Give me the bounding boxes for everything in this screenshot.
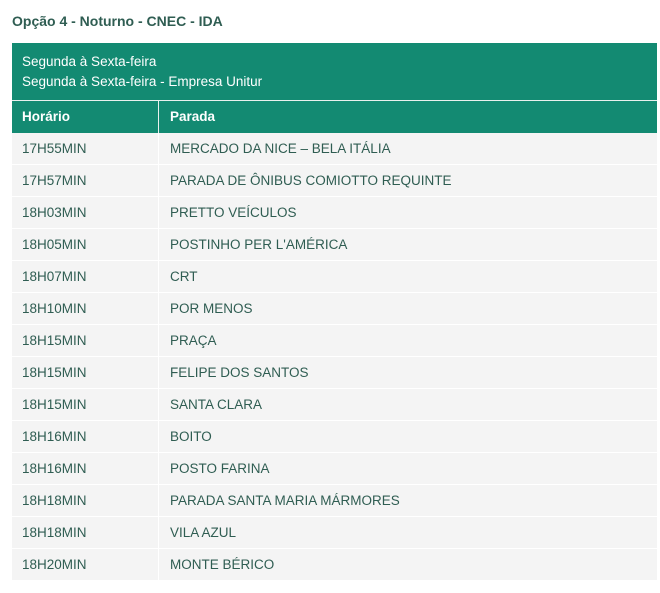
cell-horario: 18H03MIN bbox=[12, 197, 159, 228]
cell-horario: 18H10MIN bbox=[12, 293, 159, 324]
table-body bbox=[12, 133, 657, 581]
table-banner bbox=[12, 43, 657, 100]
cell-horario: 18H18MIN bbox=[12, 485, 159, 516]
cell-parada: MONTE BÉRICO bbox=[170, 557, 275, 572]
cell-horario: 17H57MIN bbox=[12, 165, 159, 196]
cell-parada: PRAÇA bbox=[170, 333, 217, 348]
table-row bbox=[12, 357, 657, 389]
header-horario: Horário bbox=[12, 101, 159, 133]
cell-parada: POR MENOS bbox=[170, 301, 253, 316]
table-row bbox=[12, 517, 657, 549]
schedule-table bbox=[12, 43, 657, 581]
table-header bbox=[12, 100, 657, 133]
cell-horario: 18H16MIN bbox=[12, 421, 159, 452]
cell-parada: BOITO bbox=[170, 429, 212, 444]
table-row bbox=[12, 549, 657, 581]
table-row bbox=[12, 229, 657, 261]
cell-horario: 18H20MIN bbox=[12, 549, 159, 580]
table-row bbox=[12, 325, 657, 357]
table-row bbox=[12, 261, 657, 293]
cell-horario: 18H16MIN bbox=[12, 453, 159, 484]
table-row bbox=[12, 389, 657, 421]
cell-parada: FELIPE DOS SANTOS bbox=[170, 365, 309, 380]
cell-parada: POSTINHO PER L'AMÉRICA bbox=[170, 237, 348, 252]
cell-parada: MERCADO DA NICE – BELA ITÁLIA bbox=[170, 141, 391, 156]
cell-parada: PRETTO VEÍCULOS bbox=[170, 205, 297, 220]
header-parada: Parada bbox=[170, 109, 216, 124]
cell-horario: 18H15MIN bbox=[12, 325, 159, 356]
cell-parada: VILA AZUL bbox=[170, 525, 237, 540]
table-row bbox=[12, 133, 657, 165]
table-row bbox=[12, 453, 657, 485]
cell-horario: 18H05MIN bbox=[12, 229, 159, 260]
table-row bbox=[12, 165, 657, 197]
cell-horario: 18H15MIN bbox=[12, 389, 159, 420]
cell-horario: 17H55MIN bbox=[12, 133, 159, 164]
cell-horario: 18H15MIN bbox=[12, 357, 159, 388]
table-row bbox=[12, 197, 657, 229]
banner-line-company: Segunda à Sexta-feira - Empresa Unitur bbox=[22, 74, 263, 89]
table-row bbox=[12, 421, 657, 453]
cell-horario: 18H07MIN bbox=[12, 261, 159, 292]
cell-parada: PARADA SANTA MARIA MÁRMORES bbox=[170, 493, 400, 508]
cell-parada: PARADA DE ÔNIBUS COMIOTTO REQUINTE bbox=[170, 173, 452, 188]
cell-horario: 18H18MIN bbox=[12, 517, 159, 548]
table-row bbox=[12, 293, 657, 325]
cell-parada: POSTO FARINA bbox=[170, 461, 270, 476]
page-title: Opção 4 - Noturno - CNEC - IDA bbox=[12, 13, 223, 29]
cell-parada: CRT bbox=[170, 269, 198, 284]
banner-line-days: Segunda à Sexta-feira bbox=[22, 54, 157, 69]
table-row bbox=[12, 485, 657, 517]
cell-parada: SANTA CLARA bbox=[170, 397, 263, 412]
